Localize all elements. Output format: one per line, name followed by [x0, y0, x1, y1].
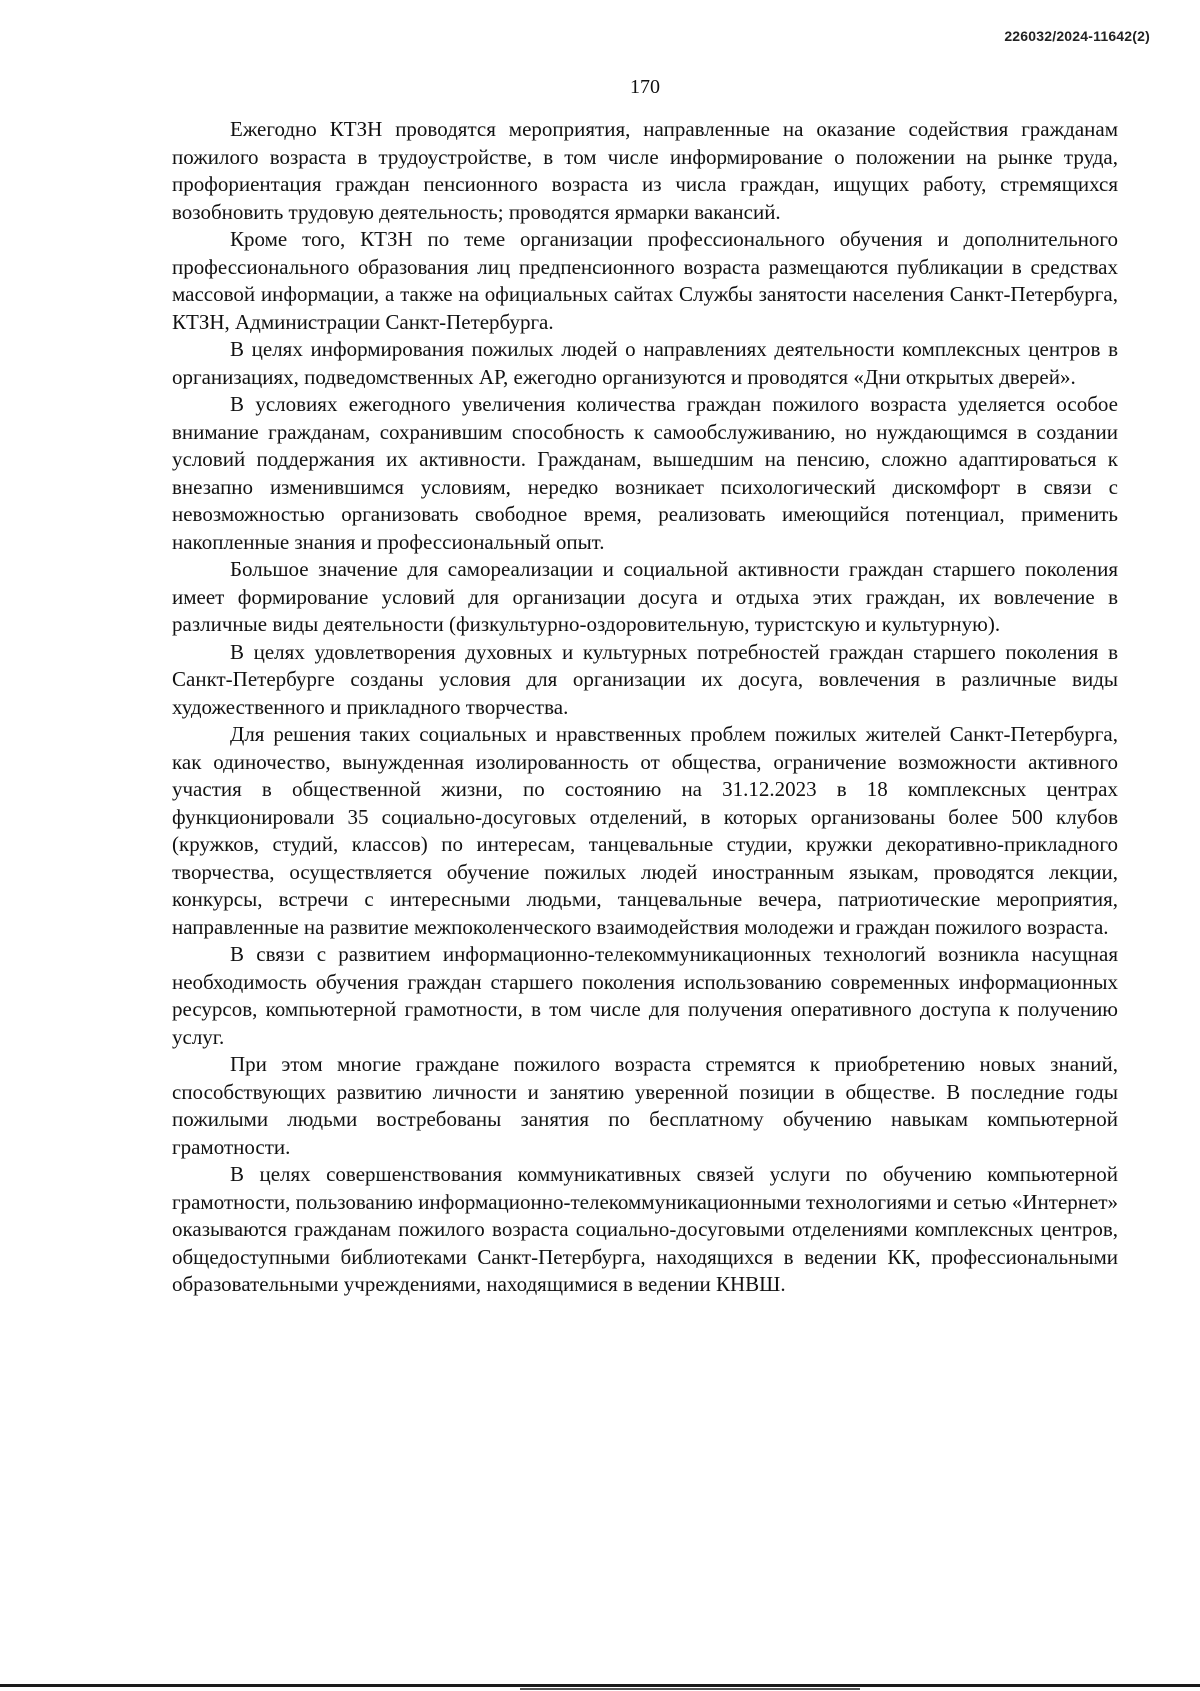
paragraph-leisure-conditions: Большое значение для самореализации и социальной активности граждан старшего поколения имеет формирование условий для организации досуга и отдыха этих граждан, их вовлечение в различные виды деятельности (физкультурно-оздоровительную, туристскую и культурную).: [172, 557, 1118, 636]
document-registration-code: 226032/2024-11642(2): [1004, 28, 1150, 44]
paragraph-training-publications: Кроме того, КТЗН по теме организации профессионального обучения и дополнительного профессионального образования лиц предпенсионного возраста размещаются публикации в средствах массовой информации, а также на официальных сайтах Службы занятости населения Санкт-Петербурга, КТЗН, Администрации Санкт-Петербурга.: [172, 227, 1118, 334]
paragraph-social-leisure-departments: Для решения таких социальных и нравственных проблем пожилых жителей Санкт-Петербурга, как одиночество, вынужденная изолированность от общества, ограничение возможности активного участия в общественной жизни, по состоянию на 31.12.2023 в 18 комплексных центрах функционировали 35 социально-досуговых отделений, в которых организованы более 500 клубов (кружков, студий, классов) по интересам, танцевальные студии, кружки декоративно-прикладного творчества, осуществляется обучение пожилых людей иностранным языкам, проводятся лекции, конкурсы, встречи с интересными людьми, танцевальные вечера, патриотические мероприятия, направленные на развитие межпоколенческого взаимодействия молодежи и граждан пожилого возраста.: [172, 722, 1118, 939]
paragraph-new-knowledge: При этом многие граждане пожилого возраста стремятся к приобретению новых знаний, способствующих развитию личности и занятию уверенной позиции в обществе. В последние годы пожилыми людьми востребованы занятия по бесплатному обучению навыкам компьютерной грамотности.: [172, 1052, 1118, 1159]
paragraph-active-aging: В условиях ежегодного увеличения количества граждан пожилого возраста уделяется особое внимание гражданам, сохранившим способность к самообслуживанию, но нуждающимся в создании условий поддержания их активности. Гражданам, вышедшим на пенсию, сложно адаптироваться к внезапно изменившимся условиям, нередко возникает психологический дискомфорт в связи с невозможностью организовать свободное время, реализовать имеющийся потенциал, применить накопленные знания и профессиональный опыт.: [172, 392, 1118, 554]
paragraph-computer-training-services: В целях совершенствования коммуникативных связей услуги по обучению компьютерной грамотности, пользованию информационно-телекоммуникационными технологиями и сетью «Интернет» оказываются гражданам пожилого возраста социально-досуговыми отделениями комплексных центров, общедоступными библиотеками Санкт-Петербурга, находящихся в ведении КК, профессиональными образовательными учреждениями, находящимися в ведении КНВШ.: [172, 1162, 1118, 1296]
page-number: 170: [630, 76, 660, 98]
paragraph-digital-literacy-need: В связи с развитием информационно-телекоммуникационных технологий возникла насущная необходимость обучения граждан старшего поколения использованию современных информационных ресурсов, компьютерной грамотности, в том числе для получения оперативного доступа к получению услуг.: [172, 942, 1118, 1049]
paragraph-open-days: В целях информирования пожилых людей о направлениях деятельности комплексных центров в организациях, подведомственных АР, ежегодно организуются и проводятся «Дни открытых дверей».: [172, 337, 1118, 389]
scan-bottom-rule-segment: [520, 1688, 860, 1690]
paragraph-cultural-needs: В целях удовлетворения духовных и культурных потребностей граждан старшего поколения в Санкт-Петербурге созданы условия для организации их досуга, вовлечения в различные виды художественного и прикладного творчества.: [172, 639, 1118, 719]
scan-bottom-rule: [0, 1684, 1200, 1687]
paragraph-employment-assistance: Ежегодно КТЗН проводятся мероприятия, направленные на оказание содействия гражданам пожилого возраста в трудоустройстве, в том числе информирование о положении на рынке труда, профориентация граждан пенсионного возраста из числа граждан, ищущих работу, стремящихся возобновить трудовую деятельность; проводятся ярмарки вакансий.: [172, 117, 1118, 224]
document-body: [172, 116, 1118, 1299]
